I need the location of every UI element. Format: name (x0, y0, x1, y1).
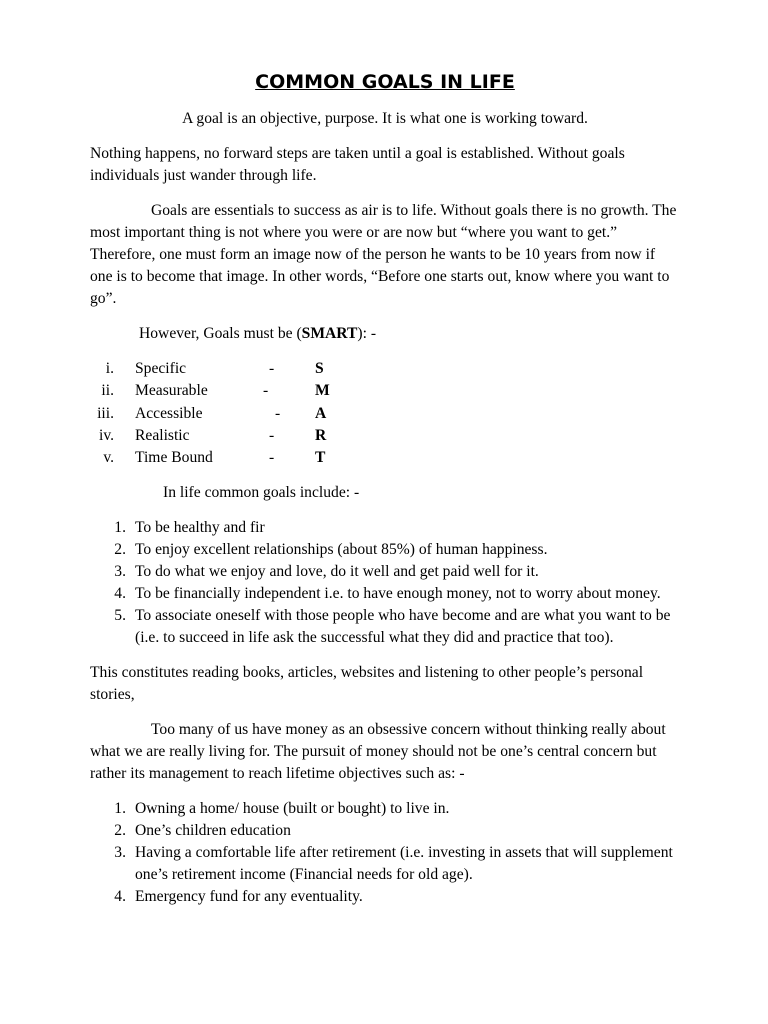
smart-numeral: v. (103, 449, 114, 467)
smart-intro-after: ): - (357, 325, 377, 342)
smart-intro-before: However, Goals must be ( (139, 325, 302, 342)
smart-term: Specific (135, 360, 187, 378)
smart-row (90, 380, 680, 402)
list-text: Having a comfortable life after retirement (i.e. investing in assets that will supplement one’s retirement income (Financial needs for old age). (135, 844, 673, 884)
list-item (90, 517, 680, 539)
list-item (90, 561, 680, 583)
paragraph-1: Nothing happens, no forward steps are taken until a goal is established. Without goals individuals just wander through life. (90, 145, 625, 184)
smart-intro (90, 323, 680, 345)
smart-term: Realistic (135, 427, 190, 445)
paragraph-3: This constitutes reading books, articles, websites and listening to other people’s personal stories, (90, 664, 644, 704)
smart-letter: S (315, 360, 324, 378)
smart-term: Accessible (135, 404, 203, 422)
smart-intro-bold: SMART (301, 325, 358, 342)
smart-numeral: i. (105, 360, 114, 378)
list-item (90, 820, 680, 842)
paragraph-4: Too many of us have money as an obsessive concern without thinking really about what we are really living for. The pursuit of money should not be one’s central concern but rather its management to reach lifetime objectives such as: - (90, 721, 666, 783)
smart-dash: - (269, 427, 275, 445)
list-item (90, 886, 680, 908)
list-number: 3. (114, 563, 126, 581)
smart-numeral: iii. (97, 404, 114, 422)
list-number: 4. (114, 888, 126, 906)
list-item (90, 539, 680, 561)
smart-list (90, 358, 680, 469)
smart-letter: M (315, 382, 330, 400)
list-number: 3. (114, 844, 126, 862)
list-number: 2. (114, 822, 126, 840)
list-number: 4. (114, 585, 126, 603)
page-title: COMMON GOALS IN LIFE (255, 71, 515, 93)
goals-list (90, 517, 680, 649)
smart-dash: - (269, 449, 275, 467)
smart-letter: R (315, 427, 327, 445)
smart-term: Time Bound (135, 449, 213, 467)
intro-paragraph: A goal is an objective, purpose. It is what one is working toward. (182, 110, 588, 127)
paragraph-2: Goals are essentials to success as air is to life. Without goals there is no growth. The most important thing is not where you were or are now but “where you want to get.” Therefore, one must form an image now of the person he wants to be 10 years from now if one is to become that image. In other words, “Before one starts out, know where you want to go”. (90, 202, 677, 307)
objectives-list (90, 798, 680, 908)
smart-numeral: ii. (101, 382, 114, 400)
smart-term: Measurable (135, 382, 208, 400)
smart-row (90, 447, 680, 469)
list-text: To be financially independent i.e. to have enough money, not to worry about money. (135, 585, 661, 603)
list-item (90, 605, 680, 649)
smart-numeral: iv. (98, 427, 114, 445)
list-item (90, 842, 680, 886)
list-item (90, 798, 680, 820)
list-text: To do what we enjoy and love, do it well and get paid well for it. (135, 563, 539, 581)
goals-intro: In life common goals include: - (163, 484, 360, 502)
list-number: 1. (114, 519, 126, 537)
smart-dash: - (269, 360, 275, 378)
smart-letter: T (315, 449, 326, 467)
list-number: 1. (114, 800, 126, 818)
smart-row (90, 425, 680, 447)
list-item (90, 583, 680, 605)
list-text: Owning a home/ house (built or bought) to live in. (135, 800, 450, 818)
list-text: To be healthy and fir (135, 519, 265, 537)
document-page (90, 66, 680, 921)
smart-row (90, 403, 680, 425)
list-text: To associate oneself with those people who have become and are what you want to be (i.e. to succeed in life ask the successful what they did and practice that too). (135, 607, 671, 647)
smart-dash: - (275, 404, 281, 422)
list-number: 2. (114, 541, 126, 559)
smart-letter: A (315, 404, 327, 422)
list-text: One’s children education (135, 822, 291, 840)
smart-row (90, 358, 680, 380)
list-text: Emergency fund for any eventuality. (135, 888, 363, 906)
list-text: To enjoy excellent relationships (about 85%) of human happiness. (135, 541, 548, 559)
smart-dash: - (263, 382, 269, 400)
list-number: 5. (114, 607, 126, 625)
